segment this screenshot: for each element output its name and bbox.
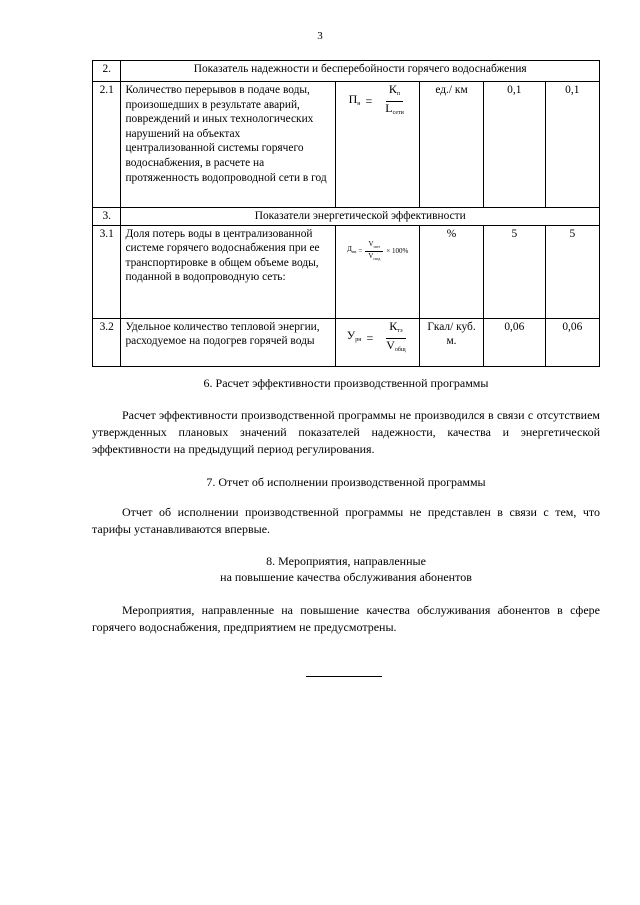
indicators-table <box>92 60 600 367</box>
row21-formula: $П_н$ = $\frac{К_п}{L_{сети}}$ <box>336 82 420 208</box>
table-row-3-1 <box>93 225 600 318</box>
section3-title: Показатели энергетической эффективности <box>121 208 600 226</box>
table-row-section2 <box>93 61 600 82</box>
table-row-2-1 <box>93 82 600 208</box>
table-row-3-2 <box>93 318 600 366</box>
row21-unit: ед./ км <box>420 82 484 208</box>
section8-text: Мероприятия, направленные на повышение качества обслуживания абонентов в сфере горячего водоснабжения, предприятием не предусмотрены. <box>92 603 600 634</box>
row31-value1: 5 <box>484 225 546 318</box>
row21-value1: 0,1 <box>484 82 546 208</box>
row21-num: 2.1 <box>93 82 121 208</box>
section6-text: Расчет эффективности производственной программы не производился в связи с отсутствием утвержденных плановых значений показателей надежности, качества и энергетической эффективности на предыдущий период регулирования. <box>92 408 600 456</box>
row32-value2: 0,06 <box>545 318 599 366</box>
row31-name: Доля потерь воды в централизованной системе горячего водоснабжения при ее транспортировке в общем объеме воды, поданной в водопроводную сеть: <box>121 225 336 318</box>
row31-formula: $Д_{пв}$ = $\frac{V_{пот}}{V_{под}}$ × 100% <box>336 225 420 318</box>
section2-num: 2. <box>93 61 121 82</box>
row31-num: 3.1 <box>93 225 121 318</box>
section6-heading: 6. Расчет эффективности производственной программы <box>203 376 489 390</box>
section3-num: 3. <box>93 208 121 226</box>
row21-value2: 0,1 <box>545 82 599 208</box>
table-row-section3 <box>93 208 600 226</box>
row31-value2: 5 <box>545 225 599 318</box>
row32-formula: $У_{рн}$ = $\frac{К_{тэ}}{V_{общ}}$ <box>336 318 420 366</box>
row32-num: 3.2 <box>93 318 121 366</box>
page-number: 3 <box>317 30 323 42</box>
section8-heading-line1: 8. Мероприятия, направленные <box>266 554 426 568</box>
row32-unit: Гкал/ куб. м. <box>420 318 484 366</box>
section7-heading: 7. Отчет об исполнении производственной программы <box>206 475 486 489</box>
section8-heading-line2: на повышение качества обслуживания абонентов <box>220 570 472 584</box>
closing-rule <box>306 676 382 677</box>
row32-name: Удельное количество тепловой энергии, расходуемое на подогрев горячей воды <box>121 318 336 366</box>
section7-text: Отчет об исполнении производственной программы не представлен в связи с тем, что тарифы устанавливаются впервые. <box>92 505 600 536</box>
row21-name: Количество перерывов в подаче воды, произошедших в результате аварий, повреждений и иных технологических нарушений на объектах централизованной системы горячего водоснабжения, в расчете на протяженность водопроводной сети в год <box>121 82 336 208</box>
row31-unit: % <box>420 225 484 318</box>
section2-title: Показатель надежности и бесперебойности горячего водоснабжения <box>121 61 600 82</box>
row32-value1: 0,06 <box>484 318 546 366</box>
